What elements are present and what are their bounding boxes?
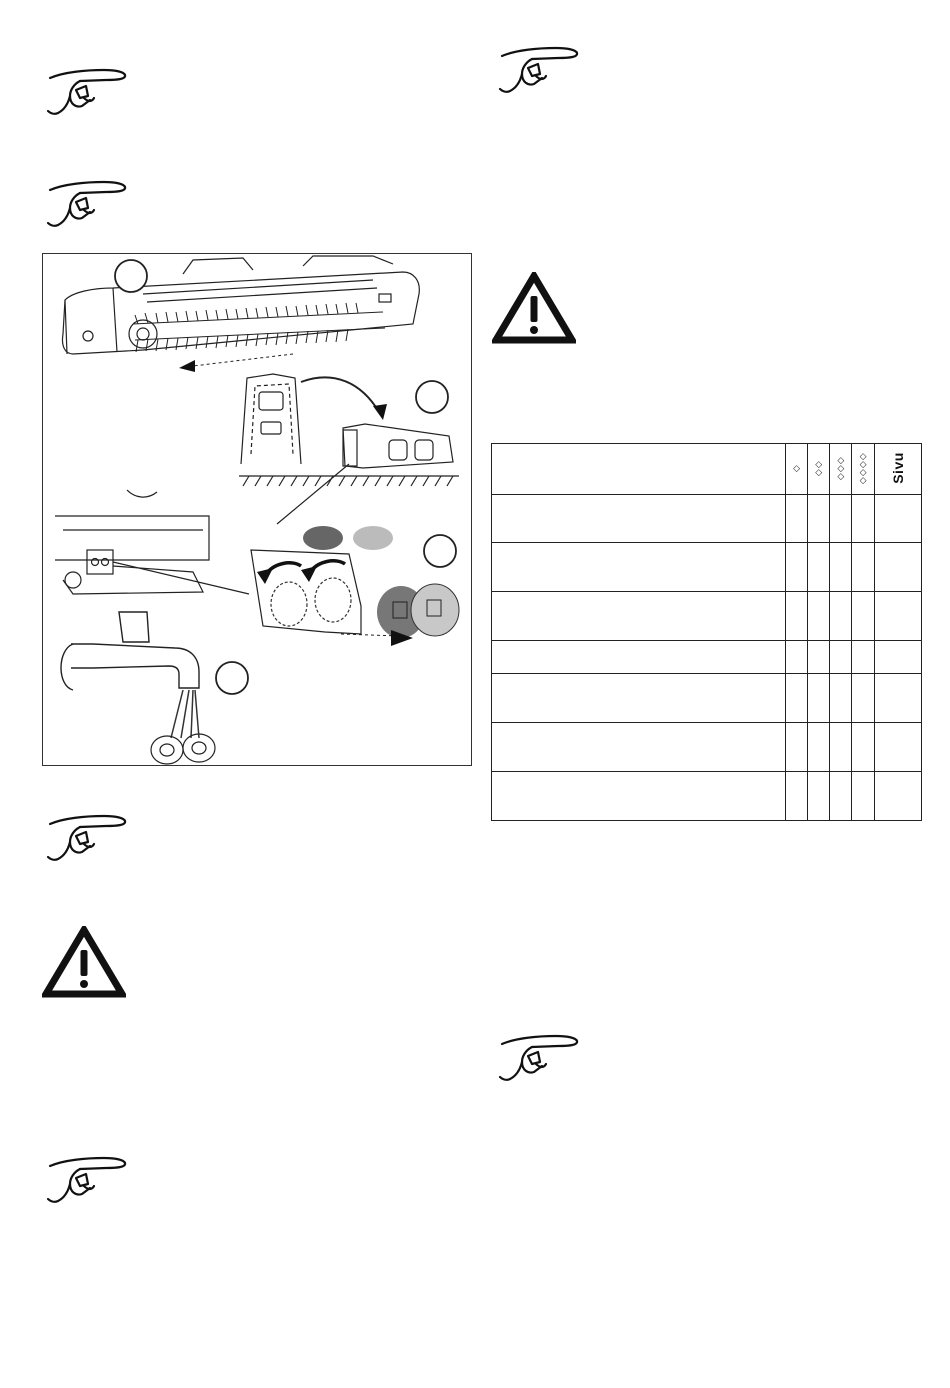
- callout-1: [115, 260, 147, 292]
- callout-3: [424, 535, 456, 567]
- task-cell: [492, 674, 786, 723]
- frequency-column-header: [852, 444, 874, 495]
- callout-4: [216, 662, 248, 694]
- frequency-markers: ◇◇◇◇: [859, 452, 867, 486]
- callout-2: [416, 381, 448, 413]
- page-cell: [874, 641, 921, 674]
- pointing-hand-icon: [46, 1154, 128, 1206]
- frequency-column-header: [830, 444, 852, 495]
- pointing-hand-icon: [46, 66, 128, 118]
- task-cell: [492, 592, 786, 641]
- pointing-hand-icon: [46, 178, 128, 230]
- table-row: [492, 723, 922, 772]
- maintenance-schedule-table: [491, 443, 922, 821]
- task-cell: [492, 543, 786, 592]
- pointing-hand-icon: [498, 1032, 580, 1084]
- page-cell: [874, 592, 921, 641]
- page-cell: [874, 543, 921, 592]
- pointing-hand-icon: [46, 812, 128, 864]
- frequency-markers: ◇◇: [815, 460, 823, 478]
- frequency-column-header: [808, 444, 830, 495]
- page-column-header: [874, 444, 921, 495]
- task-cell: [492, 772, 786, 821]
- illustration-drawing: [43, 254, 472, 766]
- table-row: [492, 543, 922, 592]
- table-row: [492, 641, 922, 674]
- frequency-markers: ◇: [793, 464, 801, 474]
- maintenance-illustration: [42, 253, 472, 766]
- task-cell: [492, 723, 786, 772]
- warning-triangle-icon: [42, 926, 126, 998]
- table-row: [492, 772, 922, 821]
- page-cell: [874, 495, 921, 543]
- warning-triangle-icon: [492, 272, 576, 344]
- table-row: [492, 592, 922, 641]
- frequency-column-header: [786, 444, 808, 495]
- table-row: [492, 495, 922, 543]
- page-cell: [874, 723, 921, 772]
- page-cell: [874, 772, 921, 821]
- task-cell: [492, 495, 786, 543]
- frequency-markers: ◇◇◇: [837, 456, 845, 482]
- table-row: [492, 674, 922, 723]
- pointing-hand-icon: [498, 44, 580, 96]
- page-cell: [874, 674, 921, 723]
- table-header-row: [492, 444, 922, 495]
- task-column-header: [492, 444, 786, 495]
- page-column-label: Sivu: [889, 452, 906, 484]
- task-cell: [492, 641, 786, 674]
